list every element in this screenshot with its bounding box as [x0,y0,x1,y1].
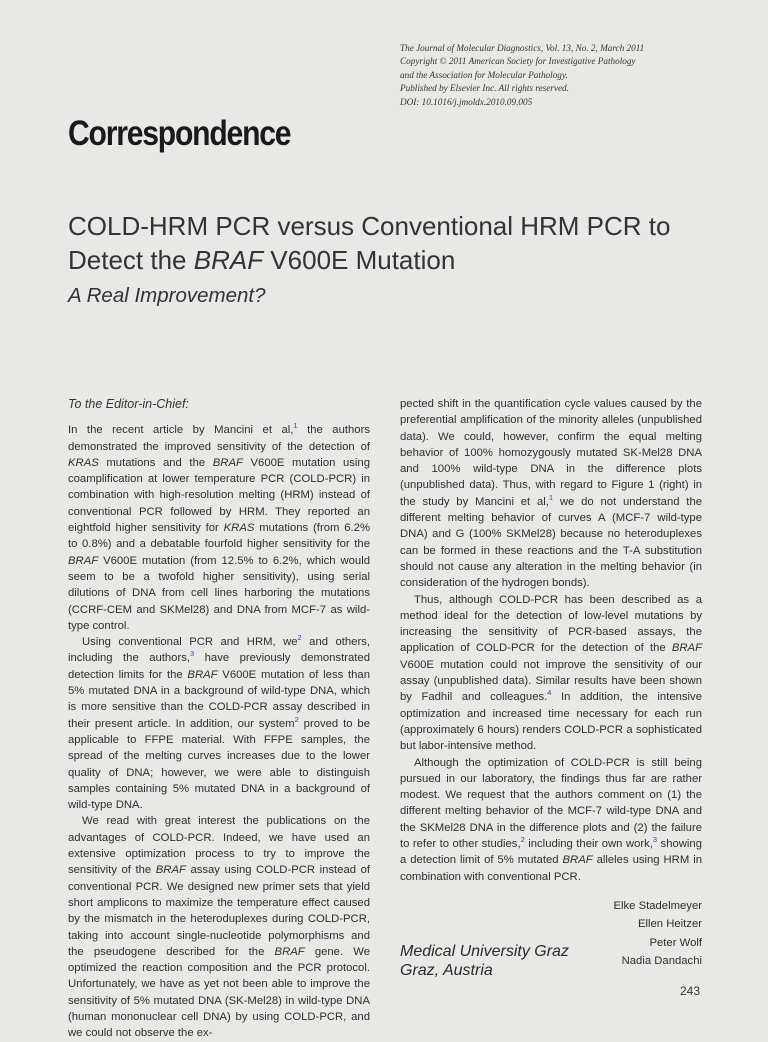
body-column-right [400,396,702,971]
article-title: COLD-HRM PCR versus Conventional HRM PCR to Detect the BRAF V600E Mutation [68,211,671,276]
paragraph: Although the optimization of COLD-PCR is still being pursued in our laboratory, the findings thus far are rather modest. We request that the authors comment on (1) the different melting behavior of the MCF-7 wild-type DNA and the SKMel28 DNA in the difference plots and (2) the failure to refer to other studies,$^2$ including their own work,$^3$ showing a detection limit of 5% mutated BRAF alleles using HRM in combination with conventional PCR. [400,756,703,883]
paragraph: Using conventional PCR and HRM, $we^2$ and others, including the authors,$^3$ have previously demonstrated detection limits for the BRAF V600E mutation of less than 5% mutated DNA in a background of wild-type DNA, which is more sensitive than the COLD-PCR assay described in their present article. In addition, our system$^2$ proved to be applicable to FFPE material. With FFPE samples, the spread of the melting curves increases due to the lower quality of DNA; however, we were able to distinguish samples containing 5% mutated DNA in a background of wild-type DNA. [68,633,371,812]
reference-link[interactable]: 3 [652,835,658,845]
body-column-left [68,396,370,1042]
affiliation-line: Graz, Austria [400,961,493,979]
reference-link[interactable]: 2 [297,633,302,643]
affiliation [400,943,569,980]
reference-link[interactable]: 1 [548,493,554,503]
author-name: Peter Wolf [649,936,702,949]
citation-line: and the Association for Molecular Pathology. [400,69,568,80]
paragraph: Thus, although COLD-PCR has been described as a method ideal for the detection of low-level mutations by increasing the sensitivity of PCR-based assays, the application of COLD-PCR for the detection of the BRAF V600E mutation could not improve the sensitivity of our assay (unpublished data). Similar results have been shown by Fadhil and colleagues.$^4$ In addition, the intensive optimization and increased time necessary for each run (approximately 6 hours) renders COLD-PCR a sophisticated but labor-intensive method. [400,593,702,753]
section-heading: Correspondence [68,114,291,153]
author-name: Nadia Dandachi [621,955,702,968]
citation-line: Copyright © 2011 American Society for Investigative Pathology [400,56,636,67]
page-number: 243 [679,984,700,998]
citation-line: DOI: 10.1016/j.jmoldx.2010.09.005 [400,96,533,107]
citation-line: Published by Elsevier Inc. All rights reserved. [400,83,569,94]
article-subtitle: A Real Improvement? [68,284,266,307]
citation-line: The Journal of Molecular Diagnostics, Vol. 13, No. 2, March 2011 [400,43,645,53]
reference-link[interactable]: 4 [547,688,552,698]
author-name: Elke Stadelmeyer [613,899,702,912]
reference-link[interactable]: 2 [294,714,299,724]
salutation: To the Editor-in-Chief: [68,397,189,411]
affiliation-line: Medical University Graz [400,943,569,960]
paragraph: We read with great interest the publications on the advantages of COLD-PCR. Indeed, we have used an extensive optimization process to try to improve the sensitivity of the BRAF assay using COLD-PCR instead of conventional PCR. We designed new primer sets that yield short amplicons to maximize the temperature effect caused by the mismatch in the heteroduplexes during COLD-PCR, taking into account single-nucleotide polymorphisms and the pseudogene described for the BRAF gene. We optimized the reaction composition and the PCR protocol. Unfortunately, we have as yet not been able to improve the sensitivity of 5% mutated DNA (SK-Mel28) in wild-type DNA (human mononuclear cell DNA) by using COLD-PCR, and we could not observe the ex- [68,815,371,1040]
journal-citation [400,42,740,109]
paragraph: pected shift in the quantification cycle values caused by the preferential amplification of the minority alleles (unpublished data). We could, however, confirm the equal melting behavior of 100% homozygously mutated SK-Mel28 DNA and 100% wild-type DNA in the difference plots (unpublished data). Thus, with regard to Figure 1 (right) in the study by Mancini et al,$^1$ we do not understand the different melting behavior of curves A (MCF-7 wild-type DNA) and G (100% SKMel28) because no heteroduplexes can be formed in these reactions and the T-A substitution should not cause any alteration in the melting behavior (in consideration of the hydrogen bonds). [400,398,703,590]
reference-link[interactable]: 3 [190,649,195,659]
author-name: Ellen Heitzer [637,918,702,931]
paragraph: In the recent article by Mancini et al,$^1$ the authors demonstrated the improved sensitivity of the detection of KRAS mutations and the BRAF V600E mutation using coamplification at lower temperature PCR (COLD-PCR) in combination with high-resolution melting (HRM) instead of conventional PCR followed by HRM. They reported an eightfold higher sensitivity for KRAS mutations (from 6.2% to 0.8%) and a debatable fourfold higher sensitivity for the BRAF V600E mutation (from 12.5% to 6.2%, which would seem to be a twofold higher sensitivity), using serial dilutions of DNA from cell lines harboring the mutations (CCRF-CEM and SKMel28) and DNA from MCF-7 as wild-type control. [68,421,371,632]
reference-link[interactable]: 2 [520,835,525,845]
reference-link[interactable]: 1 [293,421,298,431]
